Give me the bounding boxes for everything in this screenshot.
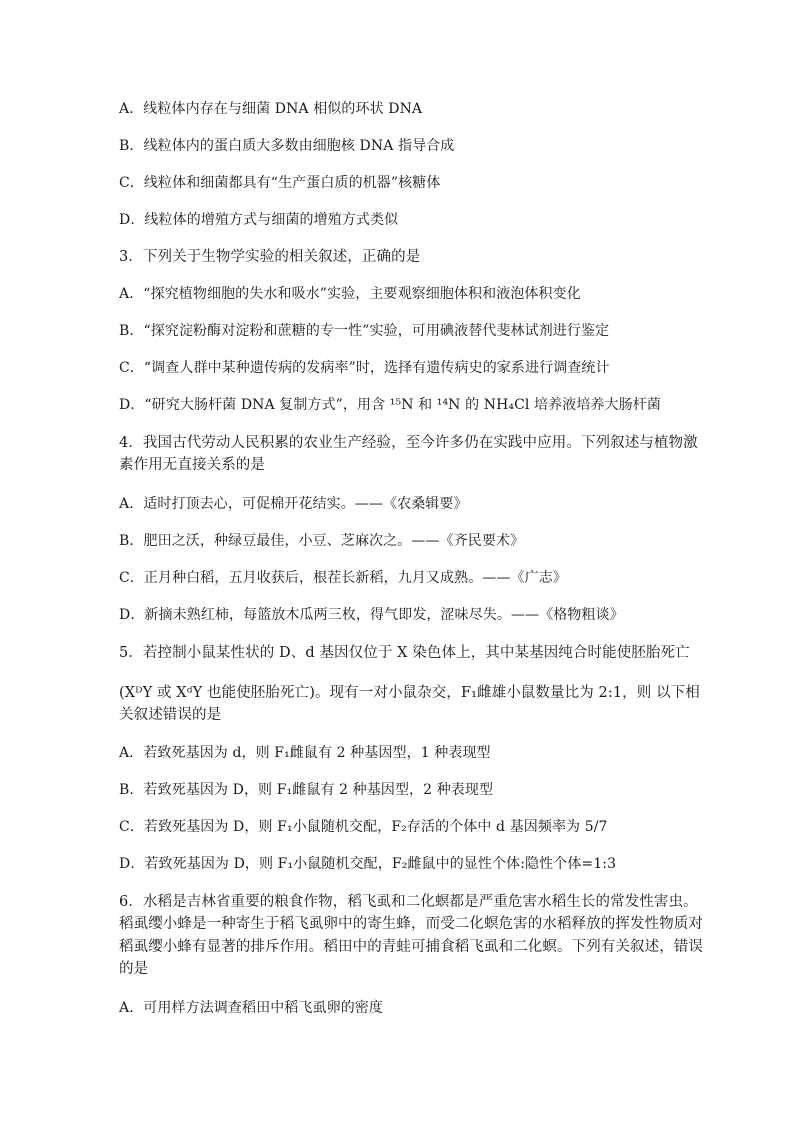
- q5-option-d: D．若致死基因为 D，则 F₁小鼠随机交配，F₂雌鼠中的显性个体:隐性个体=1:3: [119, 856, 617, 872]
- q3-option-b: B．“探究淀粉酶对淀粉和蔗糖的专一性”实验，可用碘液替代斐林试剂进行鉴定: [119, 323, 610, 339]
- q3-option-c: C．“调查人群中某种遗传病的发病率”时，选择有遗传病史的家系进行调查统计: [119, 360, 610, 376]
- q2-option-d: D．线粒体的增殖方式与细菌的增殖方式类似: [119, 212, 399, 228]
- q5-stem-line-2: (XᴰY 或 XᵈY 也能使胚胎死亡)。现有一对小鼠杂交，F₁雌雄小鼠数量比为 2:1，则 以下相: [119, 685, 700, 701]
- q3-stem: 3．下列关于生物学实验的相关叙述，正确的是: [119, 249, 421, 265]
- q5-stem-line-1: 5．若控制小鼠某性状的 D、d 基因仅位于 X 染色体上，其中某基因纯合时能使胚胎死亡: [119, 645, 690, 661]
- q4-stem-line-2: 素作用无直接关系的是: [119, 457, 265, 473]
- q4-option-d: D．新摘未熟红柿，每篮放木瓜两三枚，得气即发，涩味尽失。——《格物粗谈》: [119, 607, 624, 623]
- q6-stem-line-4: 的是: [119, 961, 149, 977]
- q6-stem-line-2: 稻虱缨小蜂是一种寄生于稻飞虱卵中的寄生蜂，而受二化螟危害的水稻释放的挥发性物质对: [119, 916, 703, 932]
- q2-option-b: B．线粒体内的蛋白质大多数由细胞核 DNA 指导合成: [119, 138, 455, 154]
- q2-option-c: C．线粒体和细菌都具有“生产蛋白质的机器”核糖体: [119, 175, 441, 191]
- q2-option-a: A．线粒体内存在与细菌 DNA 相似的环状 DNA: [119, 101, 423, 117]
- q5-option-b: B．若致死基因为 D，则 F₁雌鼠有 2 种基因型，2 种表现型: [119, 782, 494, 798]
- q4-option-b: B．肥田之沃，种绿豆最佳，小豆、芝麻次之。——《齐民要术》: [119, 533, 525, 549]
- q3-option-d: D．“研究大肠杆菌 DNA 复制方式”，用含 ¹⁵N 和 ¹⁴N 的 NH₄Cl 培养液培养大肠杆菌: [119, 397, 661, 413]
- q4-option-c: C．正月种白稻，五月收获后，根茬长新稻，九月又成熟。——《广志》: [119, 570, 567, 586]
- q6-stem-line-3: 稻虱缨小蜂有显著的排斥作用。稻田中的青蛙可捕食稻飞虱和二化螟。下列有关叙述，错误: [119, 939, 703, 955]
- q6-stem-line-1: 6．水稻是吉林省重要的粮食作物，稻飞虱和二化螟都是严重危害水稻生长的常发性害虫。: [119, 894, 698, 910]
- q5-option-a: A．若致死基因为 d，则 F₁雌鼠有 2 种基因型，1 种表现型: [119, 745, 491, 761]
- q5-stem-line-3: 关叙述错误的是: [119, 707, 222, 723]
- q4-option-a: A．适时打顶去心，可促棉开花结实。——《农桑辑要》: [119, 496, 468, 512]
- q3-option-a: A．“探究植物细胞的失水和吸水”实验，主要观察细胞体积和液泡体积变化: [119, 286, 581, 302]
- q4-stem-line-1: 4．我国古代劳动人民积累的农业生产经验，至今许多仍在实践中应用。下列叙述与植物激: [119, 435, 698, 451]
- q6-option-a: A．可用样方法调查稻田中稻飞虱卵的密度: [119, 1000, 384, 1016]
- q5-option-c: C．若致死基因为 D，则 F₁小鼠随机交配，F₂存活的个体中 d 基因频率为 5/7: [119, 819, 608, 835]
